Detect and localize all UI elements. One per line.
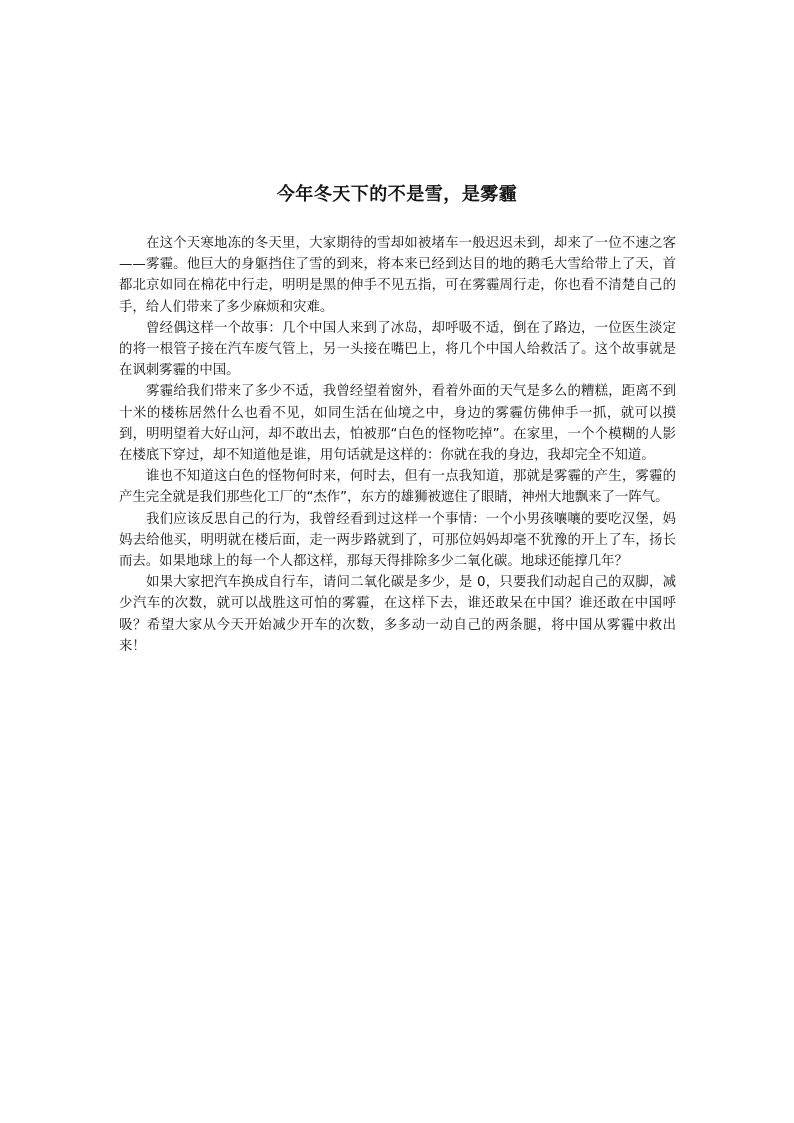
paragraph-3: 雾霾给我们带来了多少不适，我曾经望着窗外，看着外面的天气是多么的糟糕，距离不到十米的楼栋居然什么也看不见，如同生活在仙境之中，身边的雾霾仿佛伸手一抓，就可以摸到，明明望着大好山河，却不敢出去，怕被那“白色的怪物吃掉”。在家里，一个个模糊的人影在楼底下穿过，却不知道他是谁，用句话就是这样的：你就在我的身边，我却完全不知道。: [119, 384, 676, 464]
paragraph-5: 我们应该反思自己的行为，我曾经看到过这样一个事情：一个小男孩嚷嚷的要吃汉堡，妈妈去给他买，明明就在楼后面，走一两步路就到了，可那位妈妈却毫不犹豫的开上了车，扬长而去。如果地球上的每一个人都这样，那每天得排除多少二氧化碳。地球还能撑几年？: [119, 511, 676, 570]
paragraph-1: 在这个天寒地冻的冬天里，大家期待的雪却如被堵车一般迟迟未到，却来了一位不速之客——雾霾。他巨大的身躯挡住了雪的到来，将本来已经到达目的地的鹅毛大雪给带上了天，首都北京如同在棉花中行走，明明是黑的伸手不见五指，可在雾霾周行走，你也看不清楚自己的手，给人们带来了多少麻烦和灾难。: [119, 236, 676, 315]
document-body: [119, 233, 676, 657]
document-title: 今年冬天下的不是雪，是雾霾: [276, 184, 518, 205]
paragraph-6: 如果大家把汽车换成自行车，请问二氧化碳是多少，是 0，只要我们动起自己的双脚，减少汽车的次数，就可以战胜这可怕的雾霾，在这样下去，谁还敢呆在中国？谁还敢在中国呼吸？希望大家从今天开始减少开车的次数，多多动一动自己的两条腿，将中国从雾霾中救出来！: [119, 575, 676, 654]
paragraph-2: 曾经偶这样一个故事：几个中国人来到了冰岛，却呼吸不适，倒在了路边，一位医生淡定的将一根管子接在汽车废气管上，另一头接在嘴巴上，将几个中国人给救活了。这个故事就是在讽刺雾霾的中国。: [119, 320, 676, 379]
paragraph-4: 谁也不知道这白色的怪物何时来，何时去，但有一点我知道，那就是雾霾的产生，雾霾的产生完全就是我们那些化工厂的“杰作”，东方的雄狮被遮住了眼睛，神州大地飘来了一阵气。: [119, 469, 676, 506]
